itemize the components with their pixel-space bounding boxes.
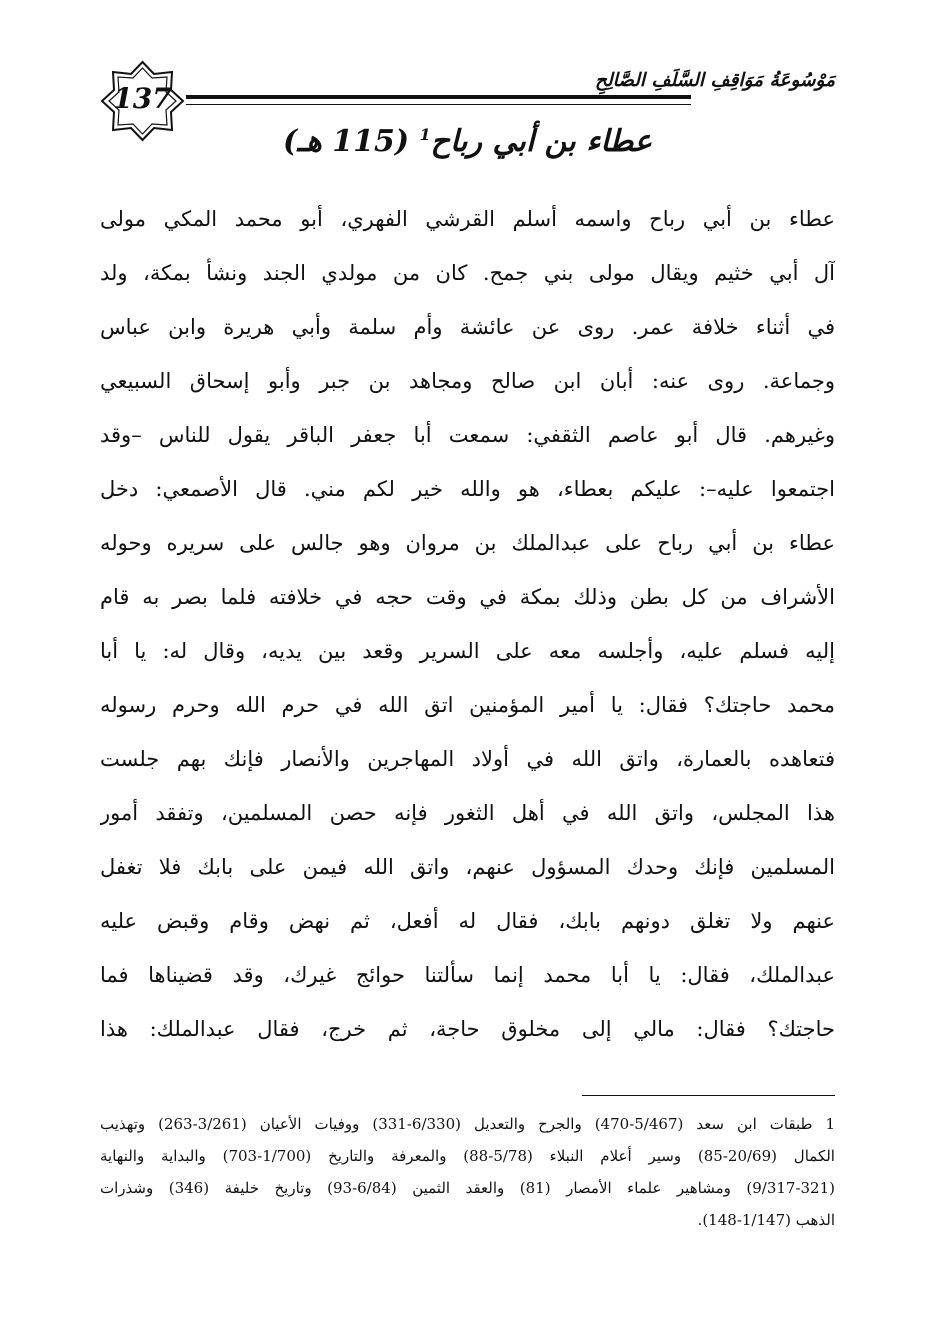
body-line: اجتمعوا عليه–: عليكم بعطاء، هو والله خير لكم مني. قال الأصمعي: دخل bbox=[100, 477, 835, 501]
footnote-line: (9/317-321) ومشاهير علماء الأمصار (81) والعقد الثمين (6/84-93) وتاريخ خليفة (346) وشذرات bbox=[100, 1179, 835, 1197]
page-number: 137 bbox=[113, 82, 172, 115]
body-line: عنهم ولا تغلق دونهم بابك، فقال له أفعل، ثم نهض وقام وقبض عليه bbox=[100, 909, 835, 933]
footnotes bbox=[100, 1108, 835, 1236]
body-line: فتعاهده بالعمارة، واتق الله في أولاد المهاجرين والأنصار فإنك بهم جلست bbox=[100, 747, 835, 771]
body-line: محمد حاجتك؟ فقال: يا أمير المؤمنين اتق الله في حرم الله وحرم رسوله bbox=[100, 693, 835, 717]
body-line: إليه فسلم عليه، وأجلسه معه على السرير وقعد بين يديه، وقال له: يا أبا bbox=[100, 639, 835, 663]
header-rule-thin bbox=[186, 104, 691, 105]
body-text bbox=[100, 192, 835, 1056]
footnote-line: الكمال (20/69-85) وسير أعلام النبلاء (5/78-88) والمعرفة والتاريخ (1/700-703) والبداية والنهاية bbox=[100, 1147, 835, 1165]
body-line: عطاء بن أبي رباح واسمه أسلم القرشي الفهري، أبو محمد المكي مولى bbox=[100, 207, 835, 231]
body-line: عبدالملك، فقال: يا أبا محمد إنما سألتنا حوائج غيرك، وقد قضيناها فما bbox=[100, 963, 835, 987]
body-line: في أثناء خلافة عمر. روى عن عائشة وأم سلمة وأبي هريرة وابن عباس bbox=[100, 315, 835, 339]
footnote-divider bbox=[582, 1095, 835, 1096]
chapter-title bbox=[100, 124, 835, 159]
body-line: الأشراف من كل بطن وذلك بمكة في وقت حجه في خلافته فلما بصر به قام bbox=[100, 585, 835, 609]
body-line: عطاء بن أبي رباح على عبدالملك بن مروان وهو جالس على سريره وحوله bbox=[100, 531, 835, 555]
body-line: آل أبي خثيم ويقال مولى بني جمح. كان من مولدي الجند ونشأ بمكة، ولد bbox=[100, 261, 835, 285]
footnote-marker: 1 bbox=[419, 125, 431, 144]
header-rule bbox=[186, 95, 691, 99]
footnote-line: الذهب (1/147-148). bbox=[697, 1211, 835, 1229]
body-line: المسلمين فإنك وحدك المسؤول عنهم، واتق الله فيمن على بابك فلا تغفل bbox=[100, 855, 835, 879]
body-line: حاجتك؟ فقال: مالي إلى مخلوق حاجة، ثم خرج، فقال عبدالملك: هذا bbox=[100, 1017, 835, 1041]
body-line: هذا المجلس، واتق الله في أهل الثغور فإنه حصن المسلمين، وتفقد أمور bbox=[100, 801, 835, 825]
footnote-line: 1 طبقات ابن سعد (5/467-470) والجرح والتعديل (6/330-331) ووفيات الأعيان (3/261-263) وتهذيب bbox=[100, 1115, 835, 1133]
body-line: وجماعة. روى عنه: أبان ابن صالح ومجاهد بن جبر وأبو إسحاق السبيعي bbox=[100, 369, 835, 393]
series-title: مَوْسُوعَةُ مَوَاقِفِ السَّلَفِ الصَّالِحِ bbox=[595, 70, 835, 91]
chapter-title-name: عطاء بن أبي رباح bbox=[430, 124, 652, 159]
chapter-title-date: (115 هـ) bbox=[283, 124, 420, 159]
body-line: وغيرهم. قال أبو عاصم الثقفي: سمعت أبا جعفر الباقر يقول للناس –وقد bbox=[100, 423, 835, 447]
